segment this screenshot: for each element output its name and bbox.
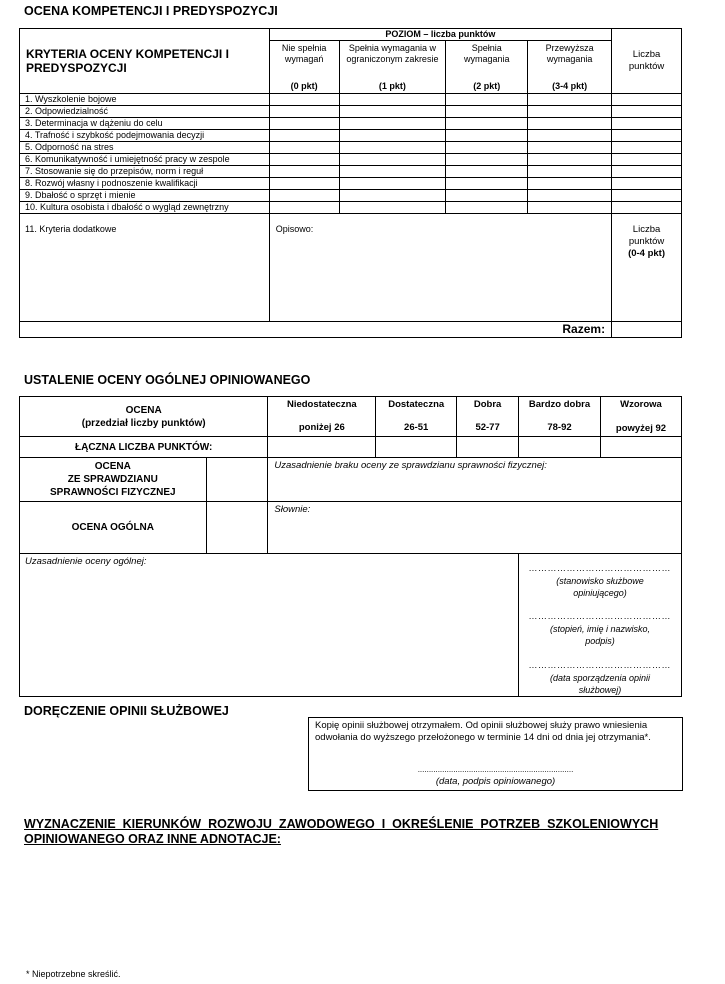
score-cell[interactable]	[446, 130, 528, 142]
level-header: POZIOM – liczba punktów	[269, 29, 611, 41]
score-cell[interactable]	[269, 166, 339, 178]
section-title-development-line2: OPINIOWANEGO ORAZ INNE ADNOTACJE:	[24, 832, 281, 846]
score-cell[interactable]	[339, 106, 446, 118]
grade-column: Dostateczna 26-51	[376, 397, 457, 437]
points-cell[interactable]	[612, 178, 682, 190]
criterion-row: 3. Determinacja w dążeniu do celu	[20, 118, 270, 130]
score-cell[interactable]	[269, 106, 339, 118]
signature-block: ……………………………………… (stanowisko służbowe opiniującego) ……………………………………… (stopień, imię i nazwisko, podpis) ……………………………………… (data sporządzenia opinii służbowej)	[519, 554, 682, 697]
signature-position-label: (stanowisko służbowe opiniującego)	[556, 576, 644, 598]
score-cell[interactable]	[339, 154, 446, 166]
signature-date-label: (data sporządzenia opinii służbowej)	[549, 673, 651, 695]
score-cell[interactable]	[446, 166, 528, 178]
section-title-overall: USTALENIE OCENY OGÓLNEJ OPINIOWANEGO	[24, 373, 311, 387]
descriptive-label: Opisowo:	[275, 224, 314, 234]
section-title-development-line1: WYZNACZENIE KIERUNKÓW ROZWOJU ZAWODOWEGO I OKREŚLENIE POTRZEB SZKOLENIOWYCH	[24, 817, 659, 831]
criterion-row: 5. Odporność na stres	[20, 142, 270, 154]
total-points-field[interactable]	[612, 322, 682, 338]
overall-justification-field[interactable]	[20, 554, 519, 697]
score-cell[interactable]	[339, 178, 446, 190]
score-cell[interactable]	[339, 142, 446, 154]
score-cell[interactable]	[339, 202, 446, 214]
overall-grade-table	[19, 396, 682, 697]
points-cell[interactable]	[612, 142, 682, 154]
points-cell[interactable]	[612, 130, 682, 142]
score-cell[interactable]	[528, 202, 612, 214]
section-title-competencies: OCENA KOMPETENCJI I PREDYSPOZYCJI	[24, 4, 278, 18]
score-cell[interactable]	[269, 154, 339, 166]
score-cell[interactable]	[269, 118, 339, 130]
score-cell[interactable]	[446, 178, 528, 190]
delivery-signature-label: (data, podpis opiniowanego)	[435, 776, 556, 787]
fitness-justification-label: Uzasadnienie braku oceny ze sprawdzianu sprawności fizycznej:	[274, 460, 547, 471]
fitness-justification-field[interactable]	[268, 458, 682, 502]
points-cell[interactable]	[612, 166, 682, 178]
criterion-row: 1. Wyszkolenie bojowe	[20, 94, 270, 106]
grade-cell[interactable]	[376, 437, 457, 458]
points-cell[interactable]	[612, 118, 682, 130]
signature-name-label: (stopień, imię i nazwisko, podpis)	[549, 624, 651, 646]
score-cell[interactable]	[339, 118, 446, 130]
in-words-field[interactable]	[268, 502, 682, 554]
criterion-row: 7. Stosowanie się do przepisów, norm i reguł	[20, 166, 270, 178]
grade-cell[interactable]	[600, 437, 681, 458]
criteria-header: KRYTERIA OCENY KOMPETENCJI I PREDYSPOZYCJI	[20, 29, 270, 94]
points-cell[interactable]	[612, 190, 682, 202]
grade-column: Wzorowa powyżej 92	[600, 397, 681, 437]
score-cell[interactable]	[528, 94, 612, 106]
grade-column: Niedostateczna poniżej 26	[268, 397, 376, 437]
score-cell[interactable]	[528, 178, 612, 190]
overall-grade-field[interactable]	[206, 502, 268, 554]
score-cell[interactable]	[269, 94, 339, 106]
score-cell[interactable]	[269, 178, 339, 190]
total-label: Razem:	[20, 322, 612, 338]
level-3-header: Przewyższa wymagania (3-4 pkt)	[528, 41, 612, 94]
points-cell[interactable]	[612, 106, 682, 118]
additional-criteria-label: 11. Kryteria dodatkowe	[20, 214, 270, 322]
score-cell[interactable]	[446, 94, 528, 106]
score-cell[interactable]	[446, 190, 528, 202]
fitness-grade-field[interactable]	[206, 458, 268, 502]
criterion-row: 8. Rozwój własny i podnoszenie kwalifikacji	[20, 178, 270, 190]
score-cell[interactable]	[446, 106, 528, 118]
grade-column: Dobra 52-77	[457, 397, 519, 437]
criterion-row: 6. Komunikatywność i umiejętność pracy w zespole	[20, 154, 270, 166]
level-1-header: Spełnia wymagania w ograniczonym zakresie (1 pkt)	[339, 41, 446, 94]
score-cell[interactable]	[339, 190, 446, 202]
delivery-box	[308, 717, 683, 791]
competencies-table	[19, 28, 682, 338]
score-cell[interactable]	[446, 142, 528, 154]
score-cell[interactable]	[269, 130, 339, 142]
criterion-row: 9. Dbałość o sprzęt i mienie	[20, 190, 270, 202]
score-cell[interactable]	[528, 118, 612, 130]
grade-header: OCENA (przedział liczby punktów)	[20, 397, 268, 437]
footnote: * Niepotrzebne skreślić.	[26, 969, 121, 979]
score-cell[interactable]	[446, 118, 528, 130]
points-cell[interactable]	[612, 154, 682, 166]
grade-column: Bardzo dobra 78-92	[519, 397, 601, 437]
points-cell[interactable]	[612, 94, 682, 106]
grade-cell[interactable]	[268, 437, 376, 458]
score-cell[interactable]	[339, 94, 446, 106]
delivery-text: Kopię opinii służbowej otrzymałem. Od opinii służbowej służy prawo wniesienia odwołania do wyższego przełożonego w terminie 14 dni od dnia jej otrzymania*.	[315, 720, 651, 743]
score-cell[interactable]	[269, 202, 339, 214]
overall-justification-label: Uzasadnienie oceny ogólnej:	[25, 556, 147, 567]
section-title-delivery: DORĘCZENIE OPINII SŁUŻBOWEJ	[24, 704, 229, 718]
level-0-header: Nie spełnia wymagań (0 pkt)	[269, 41, 339, 94]
total-points-label: ŁĄCZNA LICZBA PUNKTÓW:	[20, 437, 268, 458]
level-2-header: Spełnia wymagania (2 pkt)	[446, 41, 528, 94]
score-cell[interactable]	[528, 130, 612, 142]
score-cell[interactable]	[446, 202, 528, 214]
grade-cell[interactable]	[457, 437, 519, 458]
delivery-signature-line[interactable]: ......................................................................	[417, 765, 574, 774]
in-words-label: Słownie:	[274, 504, 311, 515]
score-cell[interactable]	[269, 142, 339, 154]
score-cell[interactable]	[528, 142, 612, 154]
criterion-row: 10. Kultura osobista i dbałość o wygląd zewnętrzny	[20, 202, 270, 214]
score-cell[interactable]	[528, 190, 612, 202]
points-cell[interactable]	[612, 202, 682, 214]
overall-grade-label: OCENA OGÓLNA	[20, 502, 207, 554]
grade-cell[interactable]	[519, 437, 601, 458]
score-cell[interactable]	[339, 130, 446, 142]
score-cell[interactable]	[339, 166, 446, 178]
annotations-area[interactable]	[24, 852, 684, 962]
score-cell[interactable]	[446, 154, 528, 166]
score-cell[interactable]	[269, 190, 339, 202]
points-header: Liczba punktów	[612, 29, 682, 94]
score-cell[interactable]	[528, 106, 612, 118]
descriptive-field[interactable]	[269, 214, 611, 322]
score-cell[interactable]	[528, 166, 612, 178]
score-cell[interactable]	[528, 154, 612, 166]
criterion-row: 4. Trafność i szybkość podejmowania decyzji	[20, 130, 270, 142]
fitness-grade-label: OCENA ZE SPRAWDZIANU SPRAWNOŚCI FIZYCZNEJ	[20, 458, 207, 502]
additional-points-cell[interactable]: Liczba punktów (0-4 pkt)	[612, 214, 682, 322]
criterion-row: 2. Odpowiedzialność	[20, 106, 270, 118]
